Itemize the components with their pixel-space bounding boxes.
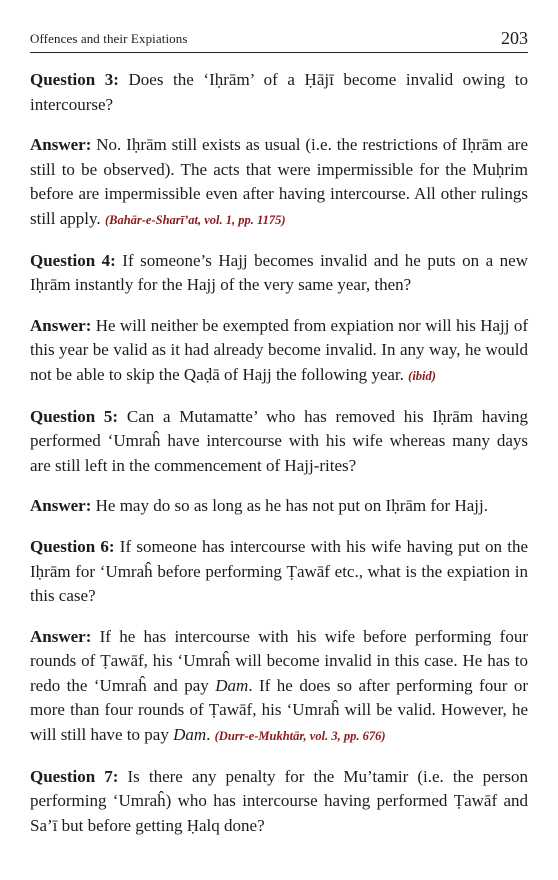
question-label: Question 3: <box>30 70 119 89</box>
answer-text: If he has intercourse with his wife before performing four rounds of Ṭawāf, his ‘Umraĥ will become invalid in this case. He has to redo the ‘Umraĥ and pay <box>30 626 528 695</box>
answer-text: He will neither be exempted from expiation nor will his Hajj of this year be valid as it had already become invalid. In any way, he would not be able to skip the Qaḍā of Hajj the following year. <box>30 315 528 384</box>
question-text: If someone’s Hajj becomes invalid and he puts on a new Iḥrām instantly for the Hajj of the very same year, then? <box>30 250 528 295</box>
answer-4 <box>30 314 528 389</box>
answer-text: . <box>206 725 215 745</box>
answer-3 <box>30 133 528 232</box>
question-3 <box>30 68 528 117</box>
dam-term: Dam <box>215 675 249 695</box>
question-label: Question 4: <box>30 250 116 270</box>
answer-label: Answer: <box>30 135 92 155</box>
answer-label: Answer: <box>30 315 92 335</box>
question-text: Does the ‘Iḥrām’ of a Ḥājī become invalid owing to intercourse? <box>30 70 528 114</box>
reference-citation: (ibid) <box>408 368 436 383</box>
question-text: Is there any penalty for the Mu’tamir (i.e. the person performing ‘Umraĥ) who has intercourse having performed Ṭawāf and Sa’ī but before getting Ḥalq done? <box>30 766 528 835</box>
question-label: Question 5: <box>30 406 119 426</box>
page-body <box>30 68 528 854</box>
page-number: 203 <box>501 28 528 48</box>
answer-text: He may do so as long as he has not put on Iḥrām for Hajj. <box>91 496 488 516</box>
question-text: Can a Mutamatte’ who has removed his Iḥrām having performed ‘Umraĥ have intercourse with his wife whereas many days are still left in the commencement of Hajj-rites? <box>30 406 529 475</box>
question-4 <box>30 249 528 298</box>
answer-text: No. Iḥrām still exists as usual (i.e. the restrictions of Iḥrām are still to be observed). The acts that were impermissible for the Muḥrim before are impermissible even after having intercourse. All other rulings still apply. <box>30 135 528 228</box>
question-label: Question 7: <box>30 766 119 786</box>
running-header <box>30 22 528 53</box>
question-label: Question 6: <box>30 536 115 556</box>
question-6 <box>30 535 528 609</box>
question-5 <box>30 405 528 479</box>
question-7 <box>30 765 528 839</box>
answer-6 <box>30 625 528 749</box>
dam-term: Dam <box>173 725 207 745</box>
answer-5 <box>30 494 528 519</box>
question-text: If someone has intercourse with his wife having put on the Iḥrām for ‘Umraĥ before performing Ṭawāf etc., what is the expiation in this case? <box>30 536 529 606</box>
answer-text: . If he does so after performing four or more than four rounds of Ṭawāf, his ‘Umraĥ will be valid. However, he will still have to pay <box>30 675 528 745</box>
reference-citation: (Durr-e-Mukhtār, vol. 3, pp. 676) <box>214 729 386 744</box>
answer-label: Answer: <box>30 626 92 646</box>
answer-label: Answer: <box>30 496 92 516</box>
running-title: Offences and their Expiations <box>30 31 188 46</box>
reference-citation: (Bahār-e-Sharī’at, vol. 1, pp. 1175) <box>104 212 286 227</box>
